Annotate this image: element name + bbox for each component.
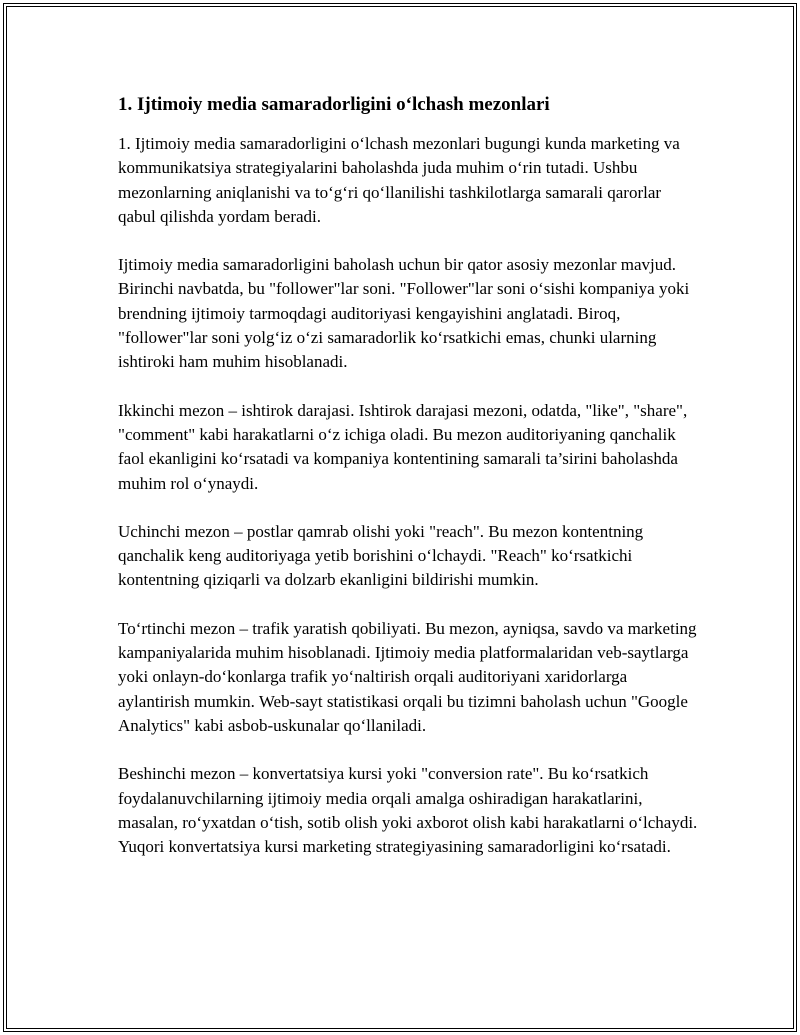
paragraph-engagement: Ikkinchi mezon – ishtirok darajasi. Ishtirok darajasi mezoni, odatda, "like", "share", "comment" kabi harakatlarni o‘z ichiga oladi. Bu mezon auditoriyaning qanchalik faol ekanligini ko‘rsatadi va kompaniya kontentining samarali ta’sirini baholashda muhim rol o‘ynaydi. <box>118 400 688 493</box>
paragraph-conversion: Beshinchi mezon – konvertatsiya kursi yoki "conversion rate". Bu ko‘rsatkich foydalanuvchilarning ijtimoiy media orqali amalga oshiradigan harakatlarini, masalan, ro‘yxatdan o‘tish, sotib olish yoki axborot olish kabi harakatlarni o‘lchaydi. Yuqori konvertatsiya kursi marketing strategiyasining samaradorligini ko‘rsatadi. <box>118 764 698 857</box>
document-body <box>118 92 698 883</box>
paragraph-intro: 1. Ijtimoiy media samaradorligini o‘lchash mezonlari bugungi kunda marketing va kommunikatsiya strategiyalarini baholashda juda muhim o‘rin tutadi. Ushbu mezonlarning aniqlanishi va to‘g‘ri qo‘llanilishi tashkilotlarga samarali qarorlar qabul qilishda yordam beradi. <box>118 134 680 226</box>
paragraph-followers: Ijtimoiy media samaradorligini baholash uchun bir qator asosiy mezonlar mavjud. Birinchi navbatda, bu "follower"lar soni. "Follower"lar soni o‘sishi kompaniya yoki brendning ijtimoiy tarmoqdagi auditoriyasi kengayishini anglatadi. Biroq, "follower"lar soni yolg‘iz o‘zi samaradorlik ko‘rsatkichi emas, chunki ularning ishtiroki ham muhim hisoblanadi. <box>118 255 690 372</box>
paragraph-reach: Uchinchi mezon – postlar qamrab olishi yoki "reach". Bu mezon kontentning qanchalik keng auditoriyaga yetib borishini o‘lchaydi. "Reach" ko‘rsatkichi kontentning qiziqarli va dolzarb ekanligini bildirishi mumkin. <box>118 521 644 590</box>
section-heading: 1. Ijtimoiy media samaradorligini o‘lchash mezonlari <box>118 94 550 115</box>
paragraph-traffic: To‘rtinchi mezon – trafik yaratish qobiliyati. Bu mezon, ayniqsa, savdo va marketing kampaniyalarida muhim hisoblanadi. Ijtimoiy media platformalaridan veb-saytlarga yoki onlayn-do‘konlarga trafik yo‘naltirish orqali auditoriyani xaridorlarga aylantirish mumkin. Web-sayt statistikasi orqali bu tizimni baholash uchun "Google Analytics" kabi asbob-uskunalar qo‘llaniladi. <box>118 618 697 735</box>
